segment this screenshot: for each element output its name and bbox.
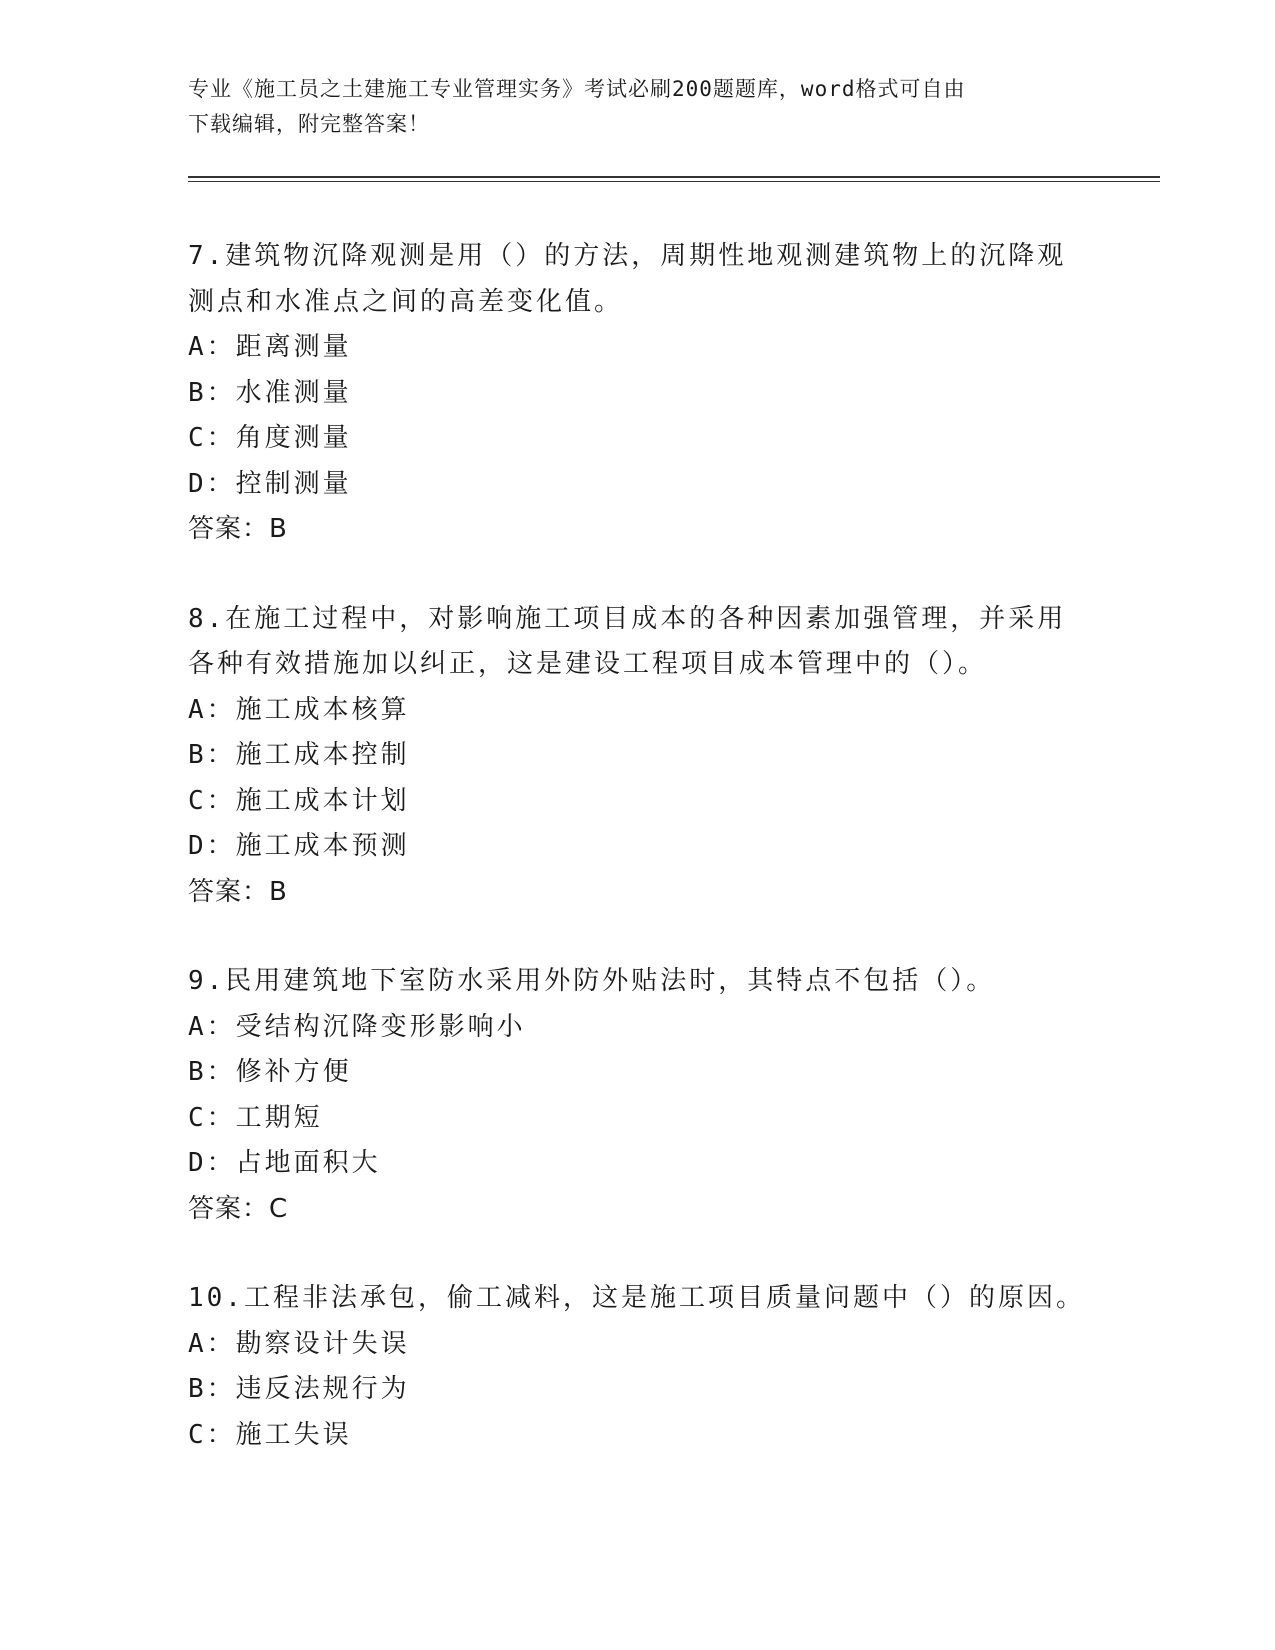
option-a: A：施工成本核算 bbox=[188, 694, 410, 725]
question-10 bbox=[188, 1276, 1088, 1458]
answer: 答案：C bbox=[188, 1193, 289, 1224]
option-c: C：施工失误 bbox=[188, 1419, 352, 1450]
question-stem: 8.在施工过程中，对影响施工项目成本的各种因素加强管理，并采用 bbox=[188, 603, 1067, 634]
document-header bbox=[188, 72, 1068, 142]
question-stem: 7.建筑物沉降观测是用（）的方法，周期性地观测建筑物上的沉降观 bbox=[188, 241, 1067, 271]
answer: 答案：B bbox=[188, 876, 288, 907]
header-divider bbox=[188, 176, 1160, 182]
option-b: B：修补方便 bbox=[188, 1057, 352, 1087]
option-c: C：工期短 bbox=[188, 1102, 323, 1133]
answer: 答案：B bbox=[188, 514, 288, 544]
option-c: C：施工成本计划 bbox=[188, 785, 410, 816]
option-d: D：占地面积大 bbox=[188, 1148, 381, 1178]
header-line-2: 下载编辑，附完整答案！ bbox=[188, 112, 430, 136]
option-d: D：施工成本预测 bbox=[188, 831, 410, 861]
question-9 bbox=[188, 959, 1088, 1232]
question-stem: 10.工程非法承包，偷工减料，这是施工项目质量问题中（）的原因。 bbox=[188, 1283, 1085, 1313]
option-b: B：水准测量 bbox=[188, 377, 352, 408]
question-8 bbox=[188, 597, 1088, 916]
option-a: A：勘察设计失误 bbox=[188, 1328, 410, 1359]
option-d: D：控制测量 bbox=[188, 468, 352, 499]
option-b: B：施工成本控制 bbox=[188, 740, 410, 770]
option-c: C：角度测量 bbox=[188, 423, 352, 453]
option-a: A：受结构沉降变形影响小 bbox=[188, 1011, 526, 1042]
header-line-1: 专业《施工员之土建施工专业管理实务》考试必刷200题题库，word格式可自由 bbox=[188, 77, 966, 101]
question-list bbox=[188, 234, 1088, 1502]
option-b: B：违反法规行为 bbox=[188, 1374, 410, 1404]
option-a: A：距离测量 bbox=[188, 332, 352, 362]
question-stem-continued: 各种有效措施加以纠正，这是建设工程项目成本管理中的（）。 bbox=[188, 649, 988, 679]
question-7 bbox=[188, 234, 1088, 553]
question-stem: 9.民用建筑地下室防水采用外防外贴法时，其特点不包括（）。 bbox=[188, 966, 996, 996]
question-stem-continued: 测点和水准点之间的高差变化值。 bbox=[188, 286, 624, 317]
